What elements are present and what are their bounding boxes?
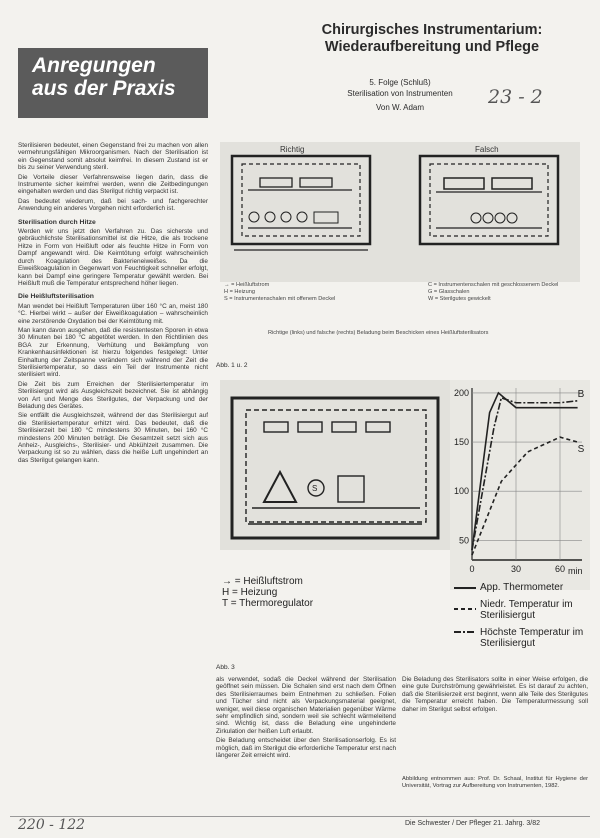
- lower-text-column-2: [402, 676, 588, 771]
- label-falsch: Falsch: [475, 145, 499, 154]
- legend-item: C = Instrumentenschalen mit geschlossenem Deckel: [428, 282, 559, 288]
- paragraph-2: Die Vorteile dieser Verfahrensweise liegen darin, dass die Instrumente sicher keimfrei werden, wenn die Zeitbedingungen eingehalten werden und das Sterilgut richtig verpackt ist.: [18, 173, 208, 196]
- article-title: [282, 22, 582, 56]
- page-number: 220 - 122: [18, 817, 86, 833]
- legend-item: → = Heißluftstrom: [222, 576, 303, 587]
- lower-paragraph: Die Beladung des Sterilisators sollte in einer Weise erfolgen, die eine gute Durchströmung gewährleistet. Es ist darauf zu achten, daß die Sterilisierzeit erst beginnt, wenn alle Teile des Sterilgutes die Temperatur erreicht haben. Die Temperaturmessung soll daher im Sterilgut selbst erfolgen.: [402, 676, 588, 713]
- y-tick-label: 150: [453, 437, 469, 448]
- left-text-column: [18, 142, 208, 778]
- figure-1-background: [220, 142, 580, 282]
- legend-item: → = Heißluftstrom: [224, 282, 270, 288]
- figure-1-legend-right: [428, 282, 578, 303]
- lower-paragraph: Die Beladung entscheidet über den Sterilisationserfolg. Es ist möglich, daß im Sterilgut die erforderliche Temperatur erst nach längerer Zeit erreicht wird.: [216, 737, 396, 760]
- figure-1-diagram: [220, 142, 580, 282]
- title-line-1: Chirurgisches Instrumentarium:: [321, 22, 543, 38]
- series-label-b: B: [577, 388, 585, 400]
- legend-item: Niedr. Temperatur im Sterilisiergut: [480, 599, 573, 621]
- figure-1-caption: Abb. 1 u. 2: [216, 362, 248, 369]
- banner-line-2: aus der Praxis: [32, 77, 176, 100]
- legend-swatches: [452, 582, 478, 646]
- y-tick-label: 200: [453, 387, 469, 398]
- y-tick-label: 100: [453, 486, 469, 497]
- legend-item: G = Glasschalen: [428, 289, 470, 295]
- footer-rule: [10, 816, 590, 817]
- figure-3-caption: Abb. 3: [216, 664, 235, 671]
- journal-reference: Die Schwester / Der Pfleger 21. Jahrg. 3/82: [405, 820, 541, 827]
- paragraph-8: Sie entfällt die Ausgleichszeit, während der das Sterilisiergut auf die Sterilisiertemperatur erhitzt wird. Das bedeutet, daß die Sterilisierzeit bei 180 °C mindestens 30 Minuten, bei 160 °C mindestens 200 Minuten beträgt. Die Gesamtzeit setzt sich aus Anheiz-, Ausgleichs-, Sterilisier- und Abkühlzeit zusammen. Die Verpackung ist so zu wählen, dass die heiße Luft ungehindert an das Sterilgut gelangen kann.: [18, 412, 208, 464]
- paragraph-4: Werden wir uns jetzt den Verfahren zu. Das sicherste und gebräuchlichste Sterilisationsmittel ist die Hitze, die als trockene Hitze in Form von Heißluft oder als feuchte Hitze in Form von Dampf angewandt wird. Die Keimtötung erfolgt wahrscheinlich durch Koagulation des Bakterieneiweißes. Da die Eiweißkoagulation in Gegenwart von Feuchtigkeit schneller erfolgt, kann bei Dampf eine geringere Temperatur gewählt werden. Bei Heißluft muß die Temperatur entsprechend höher liegen.: [18, 228, 208, 287]
- heading-hitze: Sterilisation durch Hitze: [18, 218, 96, 226]
- x-tick-label: 0: [469, 564, 475, 574]
- heading-heissluft: Die Heißluftsterilisation: [18, 293, 94, 301]
- paragraph-5: Man wendet bei Heißluft Temperaturen über 160 °C an, meist 180 °C. Hierbei wirkt – außer der Eiweißkoagulation – wahrscheinlich eine zerstörende Oxydation bei der Keimtötung mit.: [18, 302, 208, 325]
- legend-item: W = Sterilgutes gewickelt: [428, 296, 491, 302]
- figure-3-diagram: [220, 380, 450, 550]
- banner-line-1: Anregungen: [32, 54, 156, 77]
- intro-paragraph: Sterilisieren bedeutet, einen Gegenstand frei zu machen von allen vermehrungsfähigen Mikroorganismen. Nach der Sterilisation ist ein Gegenstand somit absolut keimfrei. In diesem Zustand ist er bis zu seiner Verwendung steril.: [18, 142, 208, 172]
- legend-item: H = Heizung: [222, 587, 278, 598]
- x-tick-label: 30: [510, 564, 522, 574]
- series-label: 5. Folge (Schluß): [369, 78, 431, 87]
- legend-item: S = Instrumentenschalen mit offenem Deckel: [224, 296, 336, 302]
- label-richtig: Richtig: [280, 145, 305, 154]
- article-subtitle: [300, 77, 500, 113]
- paragraph-6: Man kann davon ausgehen, daß die resistentesten Sporen in etwa 30 Minuten bei 180 °C abgetötet werden. In den Richtlinien des BGA zur Erkennung, Verhütung und Bekämpfung von Krankenhausinfektionen ist hierzu folgendes festgelegt: Unter Einhaltung der Zeitspanne verändern sich während der Zeit die Sterilisiertemperatur, so dass ein Teil der Instrumente nicht sterilisiert wird.: [18, 326, 208, 379]
- topic-label: Sterilisation von Instrumenten: [347, 89, 453, 98]
- author-label: Von W. Adam: [375, 103, 425, 112]
- legend-item: Höchste Temperatur im Sterilisiergut: [480, 627, 584, 649]
- title-line-2: Wiederaufbereitung und Pflege: [324, 39, 540, 55]
- figure-3-legend-right: [480, 582, 590, 649]
- figure-1-note: Richtige (links) und falsche (rechts) Beladung beim Beschicken eines Heißluftsterilisators: [268, 330, 489, 336]
- label-s: S: [312, 484, 318, 493]
- paragraph-3: Das bedeutet wiederum, daß bei sach- und fachgerechter Anwendung ein anderes Vorgehen nicht erforderlich ist.: [18, 197, 208, 213]
- x-tick-label: 60: [554, 564, 566, 574]
- legend-item: H = Heizung: [224, 289, 255, 295]
- y-tick-label: 50: [458, 535, 469, 546]
- legend-item: App. Thermometer: [480, 582, 564, 593]
- figure-3-legend-left: [222, 576, 422, 609]
- paragraph-7: Die Zeit bis zum Erreichen der Sterilisiertemperatur im Sterilisiergut wird als Ausgleichszeit bezeichnet. Sie ist abhängig von Art und Menge des Sterilgutes, der Verpackung und der Beladung des Gerätes.: [18, 380, 208, 410]
- section-banner: [18, 48, 208, 118]
- lower-text-column-1: [216, 676, 396, 816]
- footnote: Abbildung entnommen aus: Prof. Dr. Schaal, Institut für Hygiene der Universität, Vortrag zur Aufbereitung von Instrumenten, 1982.: [402, 776, 588, 789]
- figure-1-legend-left: [224, 282, 394, 303]
- x-unit-label: min: [568, 566, 583, 576]
- legend-item: T = Thermoregulator: [222, 598, 314, 609]
- handwritten-note: 23 - 2: [488, 86, 543, 108]
- temperature-chart: [450, 380, 590, 590]
- lower-paragraph: als verwendet, sodaß die Deckel während der Sterilisation geöffnet sein müssen. Die Schalen sind erst nach dem Öffnen des Sterilisierraumes beim Entnehmen zu schließen. Folien und Tücher sind nicht als Verpackungsmaterial geeignet, weniger, weil diese organischen Materialien gegenüber Wärme sehr empfindlich sind, sondern weil sie schlecht wärmeleitend sind. Wichtig ist, dass die Beladung eine ungehinderte Zirkulation der heißen Luft erlaubt.: [216, 676, 396, 735]
- series-label-s: S: [577, 443, 585, 455]
